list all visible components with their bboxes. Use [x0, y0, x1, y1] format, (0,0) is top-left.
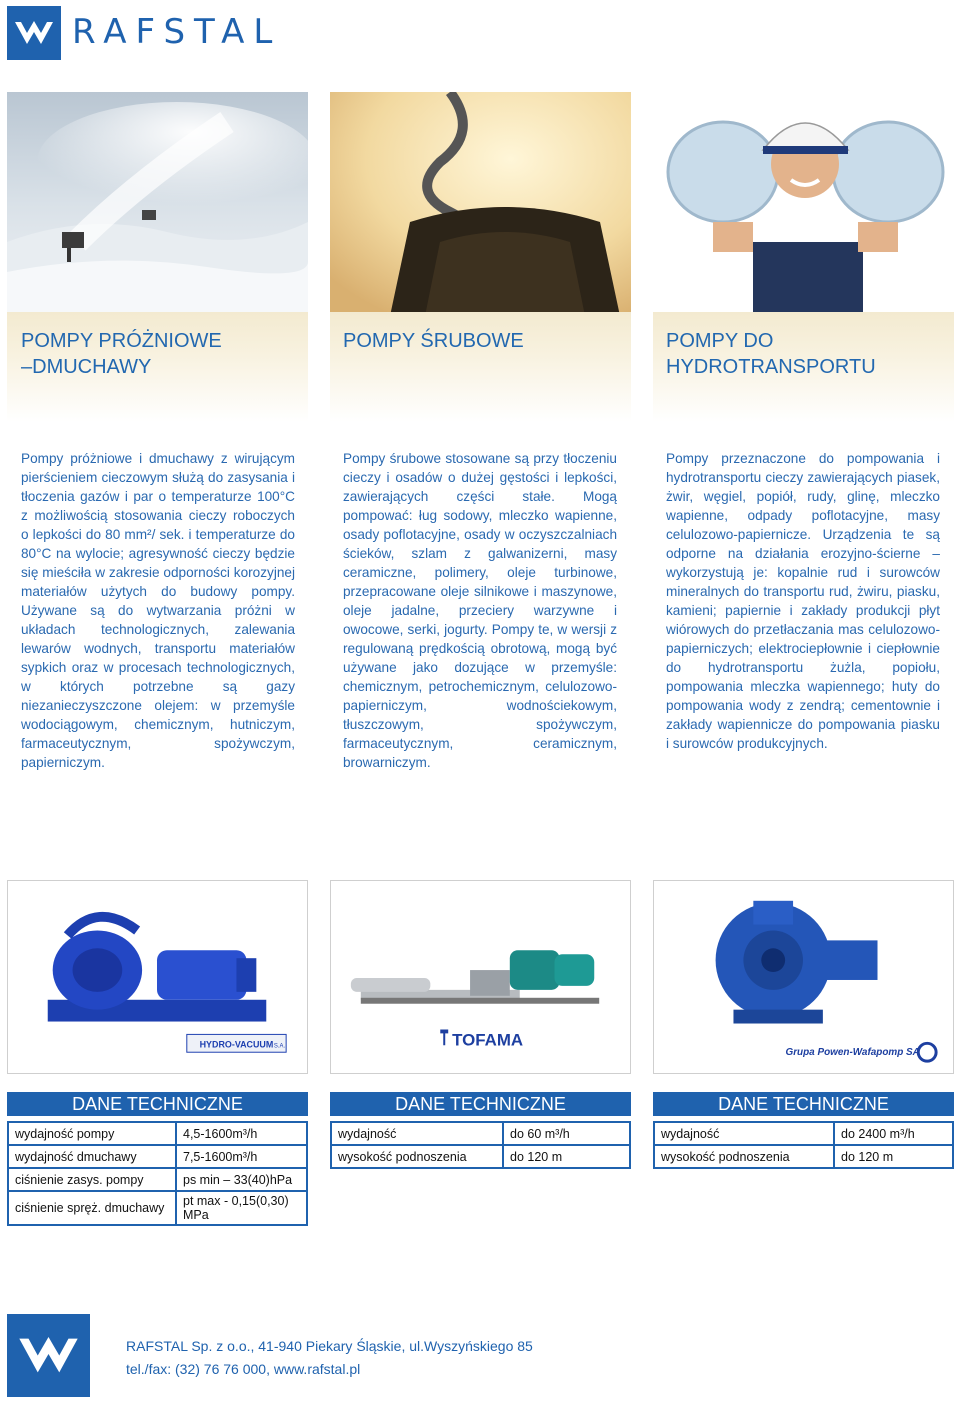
column-description: Pompy próżniowe i dmuchawy z wirującym pierścieniem cieczowym służą do zasysania i tłoczenia gazów i par o temperaturze 100°C z możliwością stosowania cieczy roboczych o lepkości do 80 mm²/ sek. i temperaturze do 80°C na wylocie; agresywność cieczy będzie się mieściła w zakresie odporności korozyjnej materiałów użytych do budowy pompy. Używane są do wytwarzania próżni w układach technologicznych, zalewania lewarów wodnych, transportu materiałów sypkich oraz w procesach technologicznych, w których potrzebne są gazy niezanieczyszczone olejem: w przemyśle wodociągowym, chemicznym, hutniczym, farmaceutycznym, spożywczym, papierniczym.	[21, 451, 295, 770]
spec-key: wydajność	[654, 1122, 834, 1145]
footer-logo-mark	[7, 1314, 90, 1397]
slurry-pump-product-image	[653, 880, 954, 1074]
footer-address: RAFSTAL Sp. z o.o., 41-940 Piekary Śląskie, ul.Wyszyńskiego 85	[126, 1338, 533, 1354]
table-row	[8, 1145, 307, 1168]
spec-table-hydrotransport	[653, 1121, 954, 1169]
column-description: Pompy śrubowe stosowane są przy tłoczeniu cieczy i osadów o dużej gęstości i lepkości, zawierających części stałe. Mogą pompować: ług sodowy, mleczko wapienne, osady poflotacyjne, osady w oczyszczalniach ścieków, szlam z galwanizerni, masy ceramiczne, polimery, oleje turbinowe, przepracowane oleje silnikowe i maszynowe, oleje jadalne, przeciery warzywne i owocowe, serki, jogurty. Pompy te, w wersji z regulowaną prędkością obrotową, mogą być używane jako dozujące w przemyśle: chemicznym, petrochemicznym, celulozowo-papierniczym, wodnościekowym, tłuszczowym, spożywczym, farmaceutycznym, ceramicznym, browarniczym.	[343, 451, 617, 770]
spec-key: ciśnienie zasys. pompy	[8, 1168, 176, 1191]
table-row	[654, 1122, 953, 1145]
screw-pump-product-image	[330, 880, 631, 1074]
powen-wafapomp-logo-text: Grupa Powen-Wafapomp SA	[785, 1047, 920, 1059]
spec-table-vacuum	[7, 1121, 308, 1226]
water-carrier-photo	[653, 92, 954, 316]
footer-contact: tel./fax: (32) 76 76 000, www.rafstal.pl	[126, 1361, 361, 1377]
spec-key: ciśnienie spręż. dmuchawy	[8, 1191, 176, 1225]
snow-cannon-photo	[7, 92, 308, 316]
spec-value: 7,5-1600m³/h	[176, 1145, 307, 1168]
tech-data-header: DANE TECHNICZNE	[330, 1092, 631, 1116]
hydro-vacuum-logo-suffix: S.A.	[273, 1043, 286, 1050]
spec-value: do 120 m	[834, 1145, 953, 1168]
logo-icon	[7, 1314, 90, 1397]
table-row	[8, 1191, 307, 1225]
table-row	[8, 1168, 307, 1191]
table-row	[331, 1122, 630, 1145]
spec-value: ps min – 33(40)hPa	[176, 1168, 307, 1191]
vacuum-pump-product-image	[7, 880, 308, 1074]
table-row	[331, 1145, 630, 1168]
column-title-screw	[343, 328, 613, 354]
column-description: Pompy przeznaczone do pompowania i hydrotransportu cieczy zawierających piasek, żwir, węgiel, popiół, rudy, glinę, mleczko wapienne, odpady poflotacyjne, masy celulozowo-papiernicze. Urządzenia te są odporne na działania erozyjno-ścierne – wykorzystują je: kopalnie rud i surowców mineralnych do transportu rud, żwiru, piasku, kamieni; papiernie i zakłady produkcji płyt wiórowych do przetłaczania mas celulozowo-papierniczych; elektrociepłownie i ciepłownie do hydrotransportu żużla, popiołu, pompowania mleczka wapiennego; huty do pompowania wody z zendrą; cementownie i zakłady wapiennicze do pompowania piasku i surowców produkcyjnych.	[666, 451, 940, 751]
title-line: HYDROTRANSPORTU	[666, 356, 876, 378]
spec-key: wydajność dmuchawy	[8, 1145, 176, 1168]
spec-value: do 2400 m³/h	[834, 1122, 953, 1145]
table-row	[654, 1145, 953, 1168]
title-line: POMPY ŚRUBOWE	[343, 330, 524, 352]
spec-key: wysokość podnoszenia	[654, 1145, 834, 1168]
spec-table-screw	[330, 1121, 631, 1169]
hydro-vacuum-logo-text: HYDRO-VACUUM	[199, 1039, 274, 1050]
column-title-hydrotransport	[666, 328, 936, 380]
logo-icon	[7, 6, 61, 60]
spec-value: 4,5-1600m³/h	[176, 1122, 307, 1145]
column-title-vacuum	[21, 328, 291, 380]
brand-logo-mark	[7, 6, 61, 60]
corkscrew-photo	[330, 92, 631, 316]
title-line: POMPY DO	[666, 330, 774, 352]
table-row	[8, 1122, 307, 1145]
tofama-logo-text: TOFAMA	[452, 1030, 524, 1050]
spec-value: do 60 m³/h	[503, 1122, 630, 1145]
title-line: –DMUCHAWY	[21, 356, 152, 378]
spec-key: wysokość podnoszenia	[331, 1145, 503, 1168]
spec-value: do 120 m	[503, 1145, 630, 1168]
tech-data-header: DANE TECHNICZNE	[653, 1092, 954, 1116]
tech-data-header: DANE TECHNICZNE	[7, 1092, 308, 1116]
title-line: POMPY PRÓŻNIOWE	[21, 330, 222, 352]
spec-key: wydajność pompy	[8, 1122, 176, 1145]
brand-name: RAFSTAL	[72, 12, 282, 52]
spec-key: wydajność	[331, 1122, 503, 1145]
spec-value: pt max - 0,15(0,30) MPa	[176, 1191, 307, 1225]
